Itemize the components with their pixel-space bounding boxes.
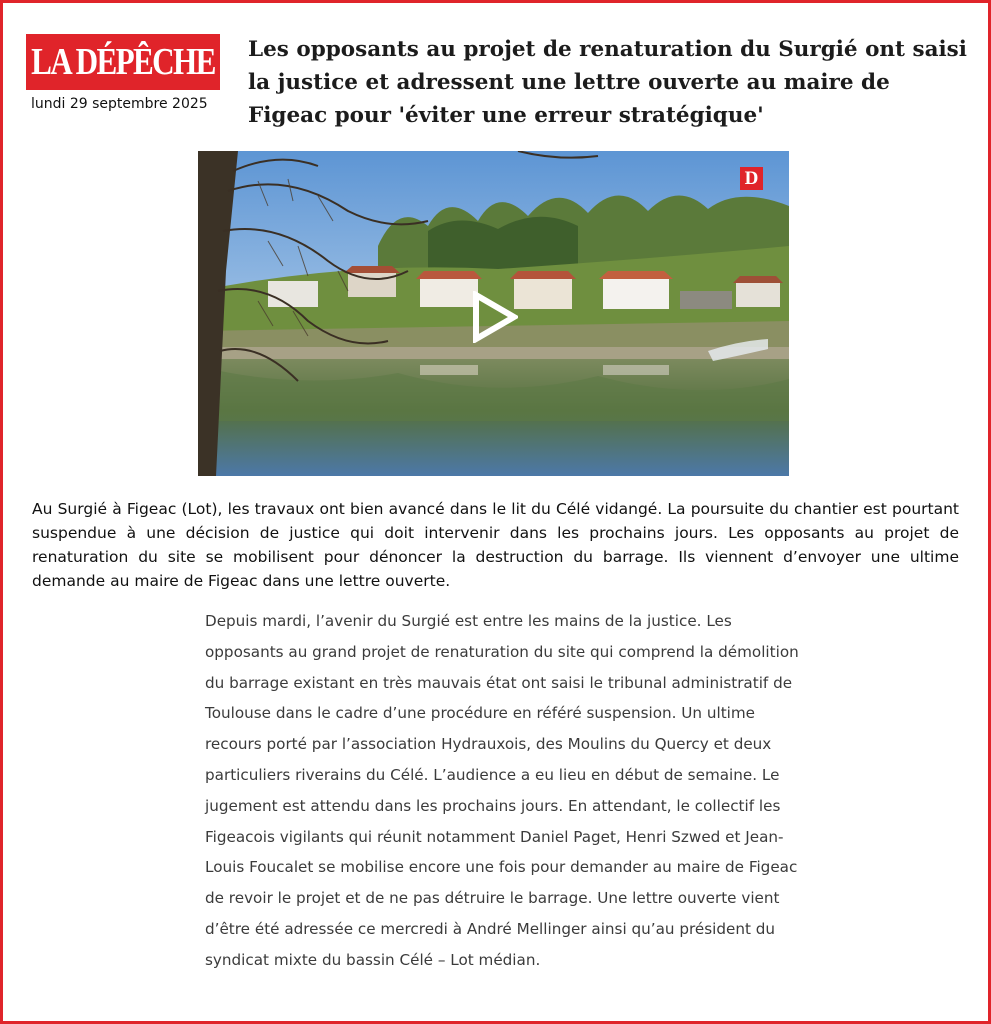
article-headline: Les opposants au projet de renaturation du Surgié ont saisi la justice et adressent une lettre ouverte au maire de Figeac pour 'éviter une erreur stratégique' [248,37,967,128]
play-icon[interactable] [470,291,518,343]
article-body: Depuis mardi, l’avenir du Surgié est entre les mains de la justice. Les opposants au grand projet de renaturation du site qui comprend la démolition du barrage existant en très mauvais état ont saisi le tribunal administratif de Toulouse dans le cadre d’une procédure en référé suspension. Un ultime recours porté par l’association Hydrauxois, des Moulins du Quercy et deux particuliers riverains du Célé. L’audience a eu lieu en début de semaine. Le jugement est attendu dans les prochains jours. En attendant, le collectif les Figeacois vigilants qui réunit notamment Daniel Paget, Henri Szwed et Jean-Louis Foucalet se mobilise encore une fois pour demander au maire de Figeac de revoir le projet et de ne pas détruire le barrage. Une lettre ouverte vient d’être été adressée ce mercredi à André Mellinger ainsi qu’au président du syndicat mixte du bassin Célé – Lot médian. [205,612,799,969]
article-lede: Au Surgié à Figeac (Lot), les travaux ont bien avancé dans le lit du Célé vidangé. La poursuite du chantier est pourtant suspendue à une décision de justice qui doit intervenir dans les prochains jours. Les opposants au projet de renaturation du site se mobilisent pour dénoncer la destruction du barrage. Ils viennent d’envoyer une ultime demande au maire de Figeac dans une lettre ouverte. [32,500,959,590]
publication-date: lundi 29 septembre 2025 [31,96,208,112]
la-depeche-badge: D [740,167,763,190]
la-depeche-logo[interactable] [26,34,220,90]
video-player[interactable] [198,151,789,476]
logo-text: LA DÉPÊCHE [31,41,215,83]
